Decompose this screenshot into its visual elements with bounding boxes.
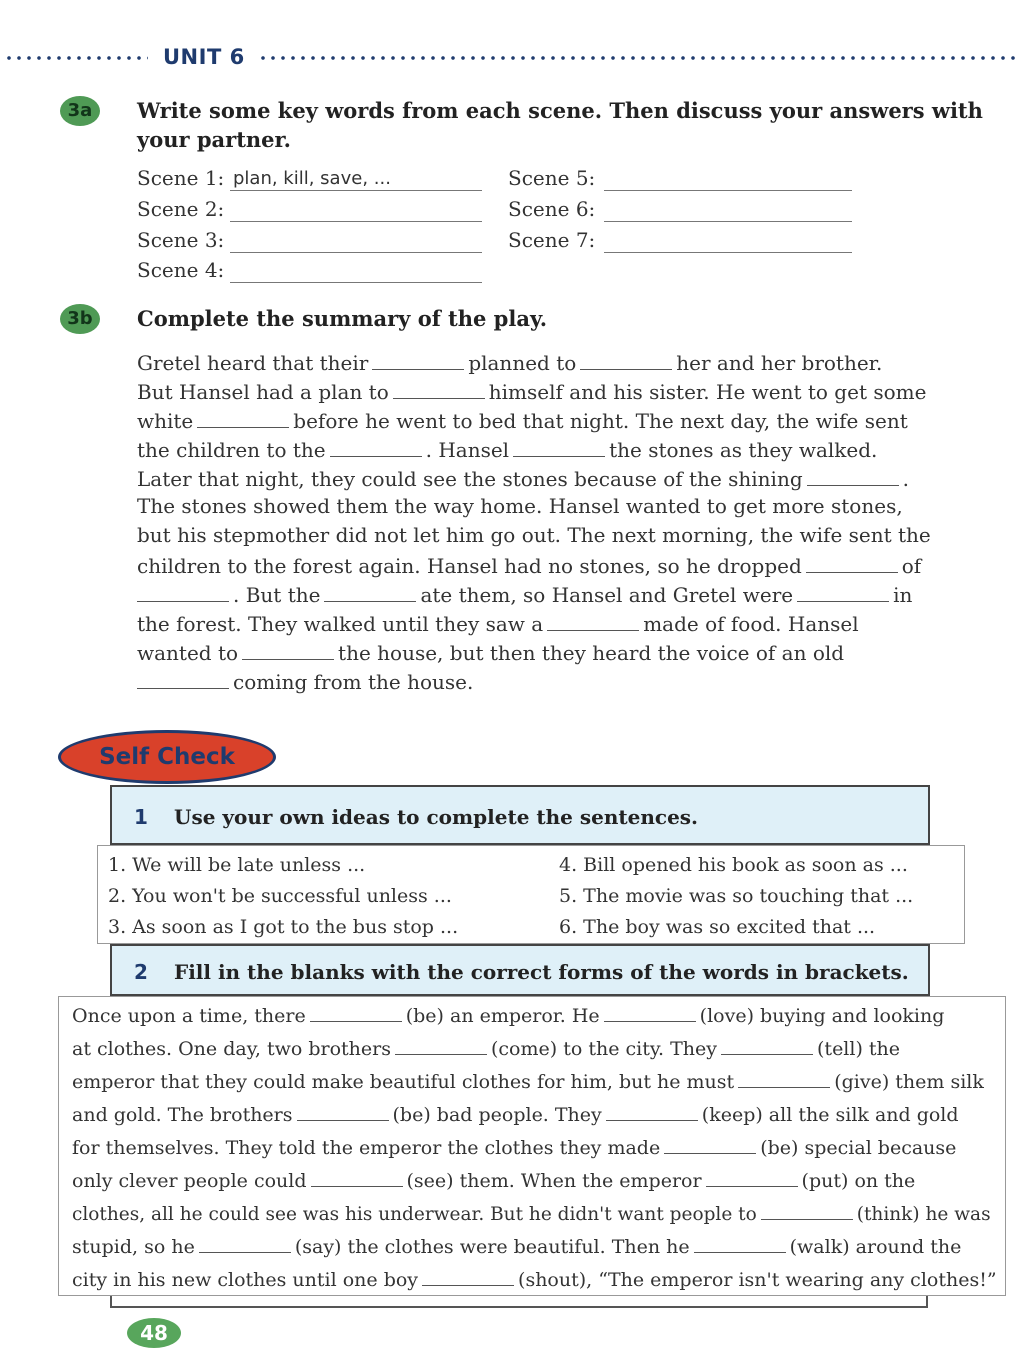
scene-6-label: Scene 6: [508,197,596,221]
passage-blank[interactable] [706,1166,798,1187]
sentence-6: 6. The boy was so excited that ... [559,916,876,938]
summary-blank[interactable] [807,465,899,486]
passage-line-1: Once upon a time, there (be) an emperor. He (love) buying and looking [72,1001,944,1027]
passage-blank[interactable] [310,1001,402,1022]
scene-4-blank[interactable] [230,281,482,283]
sentence-4: 4. Bill opened his book as soon as ... [559,854,908,876]
passage-blank[interactable] [199,1232,291,1253]
page-number: 48 [127,1318,181,1348]
summary-blank[interactable] [372,349,464,370]
exercise-3a-instruction: Write some key words from each scene. Then discuss your answers with your partner. [137,98,983,152]
sentence-3: 3. As soon as I got to the bus stop ... [108,916,459,938]
header-dots-left [4,55,148,61]
summary-blank[interactable] [324,581,416,602]
task-1-number: 1 [134,805,148,829]
summary-blank[interactable] [330,436,422,457]
summary-line-7: but his stepmother did not let him go out. The next morning, the wife sent the [137,523,931,547]
summary-blank[interactable] [513,436,605,457]
scene-5-label: Scene 5: [508,166,596,190]
exercise-3b-badge: 3b [60,304,100,334]
summary-blank[interactable] [547,610,639,631]
passage-line-4: and gold. The brothers (be) bad people. They (keep) all the silk and gold [72,1100,959,1126]
scene-1-answer[interactable]: plan, kill, save, ... [233,168,391,189]
task-1-instruction: Use your own ideas to complete the sentences. [174,805,699,829]
summary-line-10: the forest. They walked until they saw a made of food. Hansel [137,612,859,636]
passage-blank[interactable] [297,1100,389,1121]
scene-1-blank[interactable] [230,189,482,191]
summary-blank[interactable] [197,407,289,428]
passage-blank[interactable] [606,1100,698,1121]
summary-line-8: children to the forest again. Hansel had no stones, so he dropped of [137,554,922,578]
passage-line-6: only clever people could (see) them. When the emperor (put) on the [72,1166,915,1192]
passage-line-9: city in his new clothes until one boy (shout), “The emperor isn't wearing any clothes!” [72,1265,997,1291]
scene-3-blank[interactable] [230,251,482,253]
task-2-bottom-rule [110,1296,928,1308]
task-2-header [110,944,930,996]
scene-7-blank[interactable] [604,251,852,253]
summary-blank[interactable] [242,639,334,660]
sentence-5: 5. The movie was so touching that ... [559,885,914,907]
summary-line-9: . But the ate them, so Hansel and Gretel were in [137,581,912,607]
passage-blank[interactable] [664,1133,756,1154]
passage-blank[interactable] [761,1199,853,1220]
passage-line-2: at clothes. One day, two brothers (come) to the city. They (tell) the [72,1034,900,1060]
passage-blank[interactable] [721,1034,813,1055]
passage-blank[interactable] [395,1034,487,1055]
passage-line-3: emperor that they could make beautiful clothes for him, but he must (give) them silk [72,1067,984,1093]
scene-3-label: Scene 3: [137,228,225,252]
summary-blank[interactable] [137,581,229,602]
self-check-title: Self Check [58,730,276,784]
unit-title: UNIT 6 [163,45,245,69]
summary-blank[interactable] [137,668,229,689]
exercise-3b-instruction: Complete the summary of the play. [137,306,548,331]
task-2-number: 2 [134,960,148,984]
summary-line-12: coming from the house. [137,668,473,694]
summary-line-5: Later that night, they could see the stones because of the shining . [137,467,909,491]
summary-line-2: But Hansel had a plan to himself and his sister. He went to get some [137,380,927,404]
sentence-1: 1. We will be late unless ... [108,854,366,876]
scene-5-blank[interactable] [604,189,852,191]
passage-blank[interactable] [311,1166,403,1187]
passage-line-7: clothes, all he could see was his underwear. But he didn't want people to (think) he was [72,1199,991,1225]
summary-blank[interactable] [797,581,889,602]
summary-line-6: The stones showed them the way home. Hansel wanted to get more stones, [137,494,903,518]
scene-2-blank[interactable] [230,220,482,222]
summary-line-11: wanted to the house, but then they heard the voice of an old [137,641,845,665]
sentence-2: 2. You won't be successful unless ... [108,885,452,907]
exercise-3a-badge: 3a [60,96,100,126]
scene-2-label: Scene 2: [137,197,225,221]
passage-blank[interactable] [422,1265,514,1286]
summary-line-3: white before he went to bed that night. The next day, the wife sent [137,409,908,433]
header-dots-right [258,55,1020,61]
task-2-instruction: Fill in the blanks with the correct forms of the words in brackets. [174,960,909,984]
scene-4-label: Scene 4: [137,258,225,282]
scene-7-label: Scene 7: [508,228,596,252]
task-1-header [110,785,930,845]
passage-blank[interactable] [604,1001,696,1022]
summary-blank[interactable] [393,378,485,399]
task-1-sentences [97,845,965,944]
summary-line-1: Gretel heard that their planned to her and her brother. [137,351,883,375]
summary-line-4: the children to the . Hansel the stones as they walked. [137,438,878,462]
scene-6-blank[interactable] [604,220,852,222]
passage-line-5: for themselves. They told the emperor the clothes they made (be) special because [72,1133,956,1159]
passage-blank[interactable] [694,1232,786,1253]
passage-line-8: stupid, so he (say) the clothes were beautiful. Then he (walk) around the [72,1232,961,1258]
summary-blank[interactable] [806,552,898,573]
scene-1-label: Scene 1: [137,166,225,190]
summary-blank[interactable] [580,349,672,370]
passage-blank[interactable] [738,1067,830,1088]
